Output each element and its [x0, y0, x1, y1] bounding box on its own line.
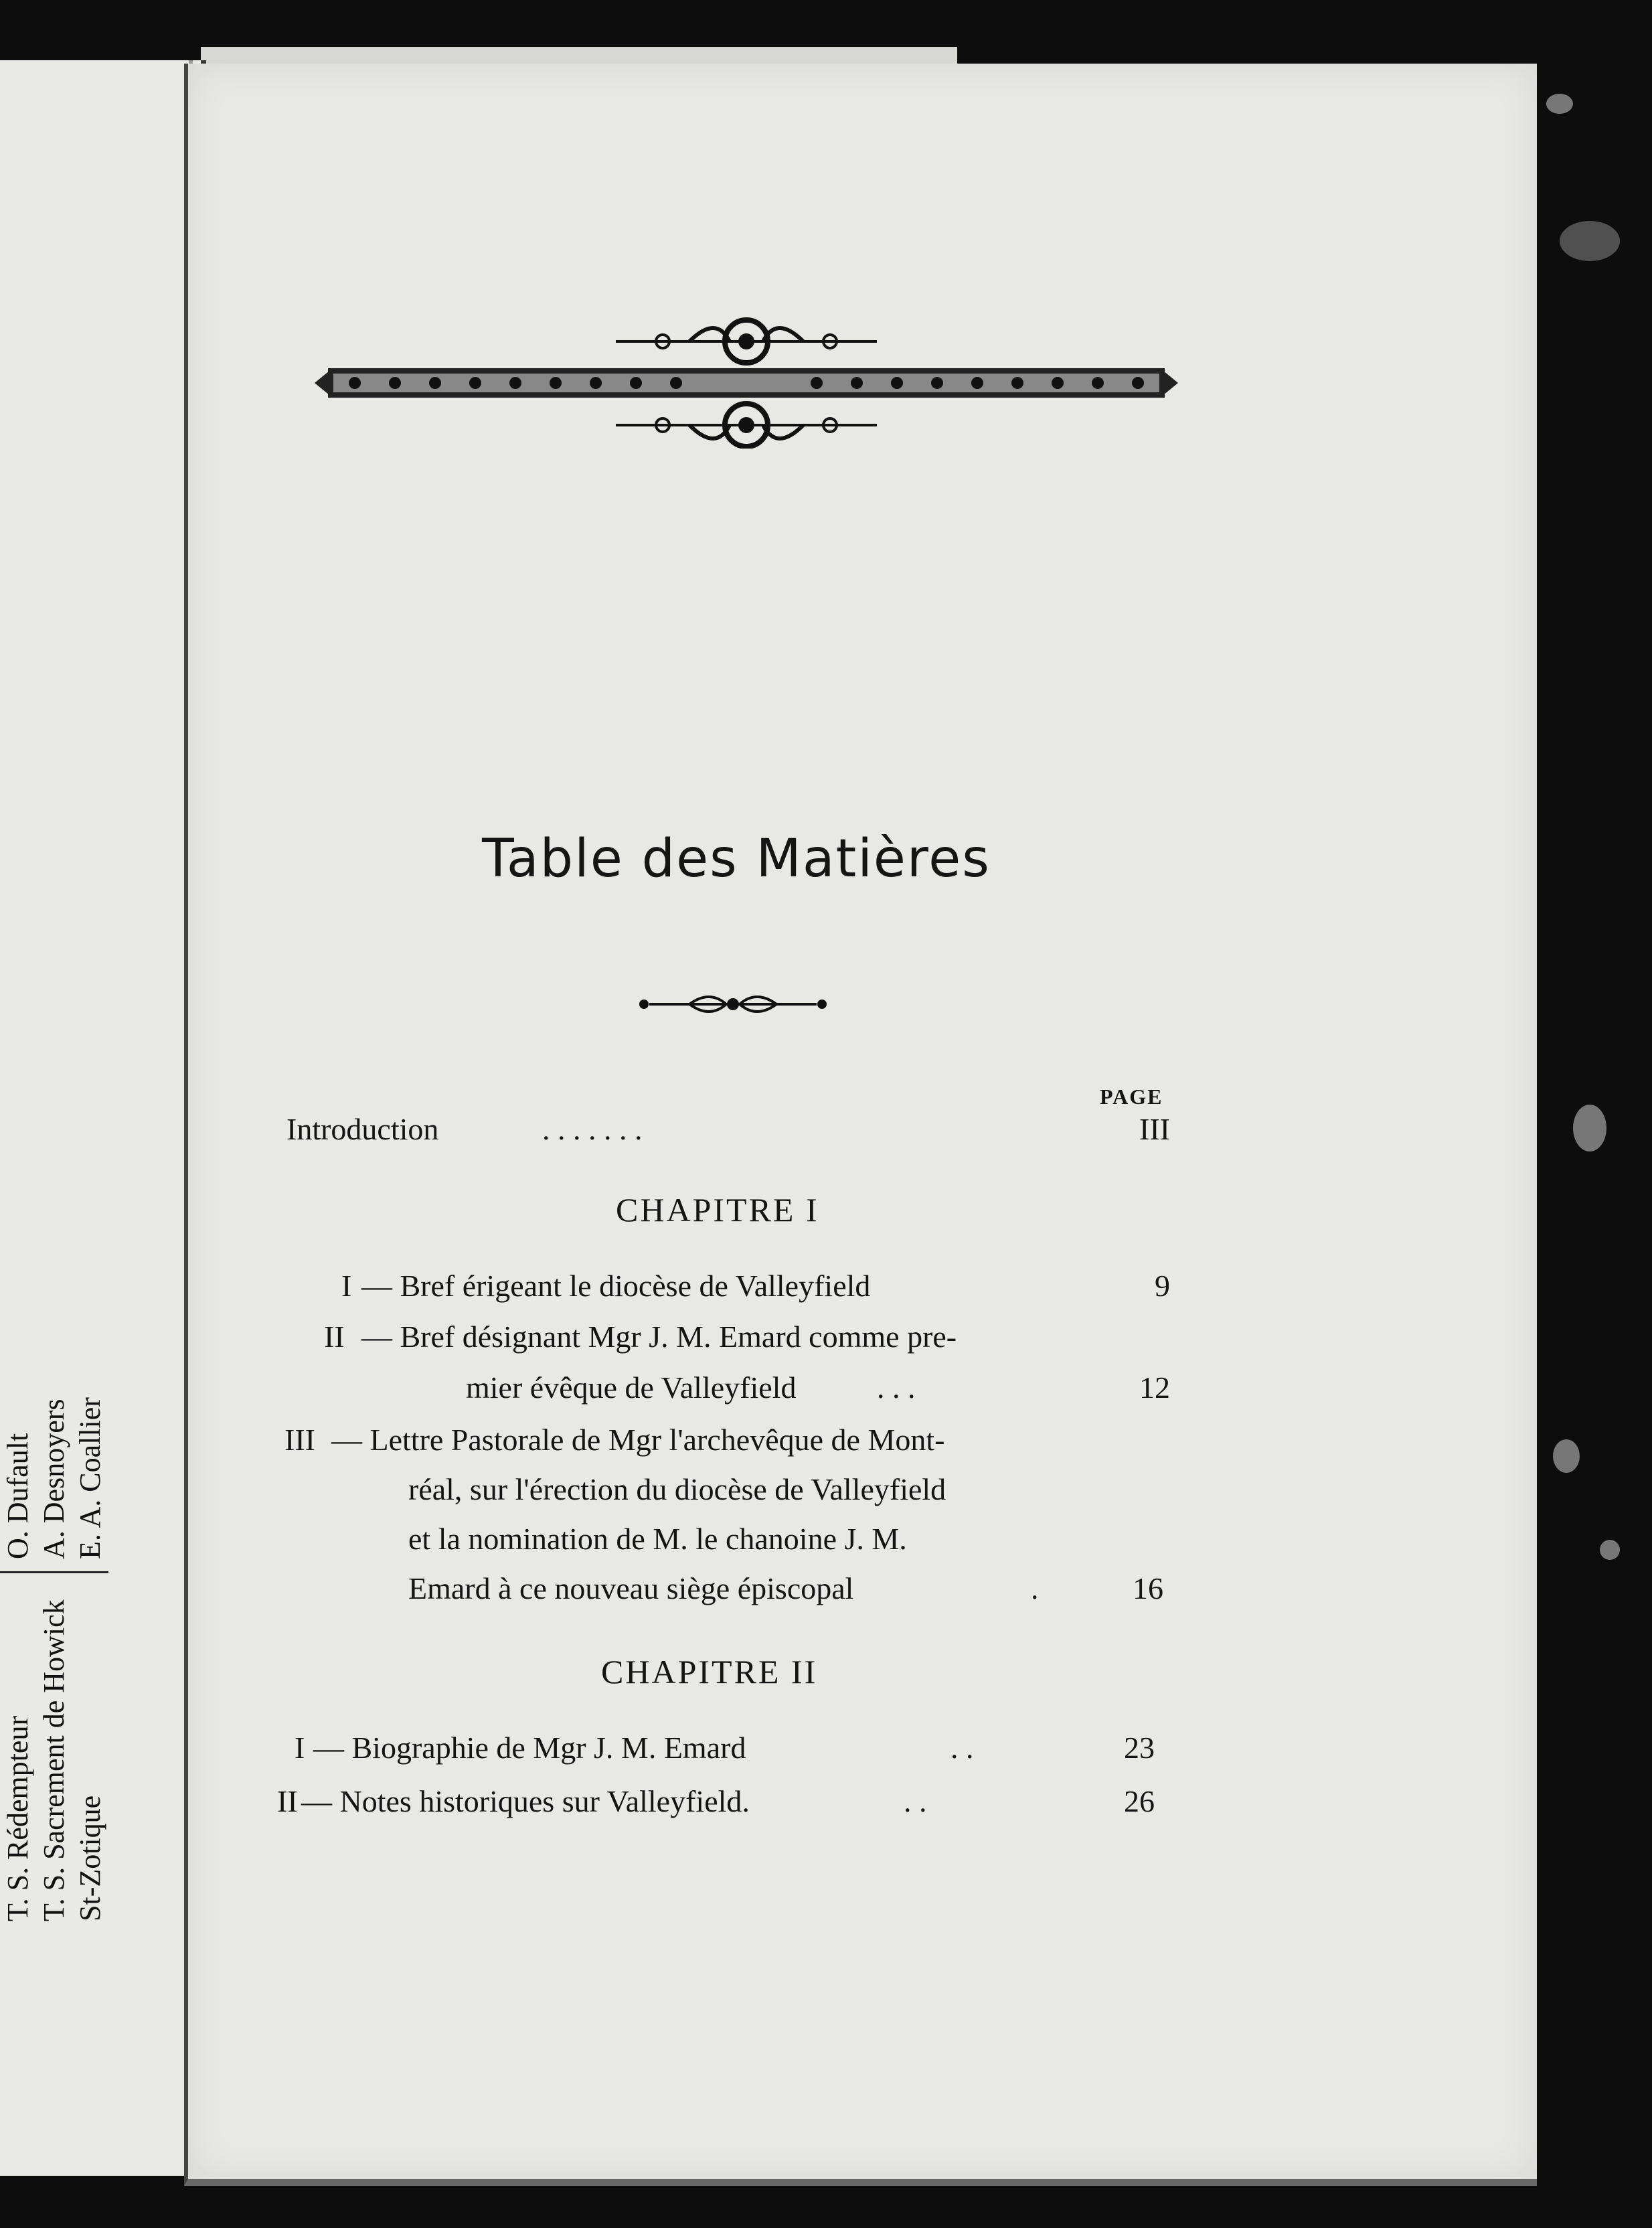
toc-page-number: III	[1139, 1112, 1170, 1146]
list-name: O. Dufault	[0, 1433, 36, 1573]
page-title: Table des Matières	[482, 829, 991, 889]
list-name: E. A. Coallier	[72, 1397, 108, 1573]
toc-entry-line: — Lettre Pastorale de Mgr l'archevêque de Mont-	[331, 1423, 945, 1457]
toc-entry-line: et la nomination de M. le chanoine J. M.	[408, 1522, 907, 1556]
toc-entry-introduction: Introduction	[286, 1112, 439, 1146]
toc-page-number: 23	[1124, 1731, 1155, 1765]
toc-leader: . . . . . . .	[542, 1112, 643, 1146]
list-place: St-Zotique	[74, 1795, 106, 1921]
toc-leader: . .	[951, 1731, 974, 1765]
toc-page-number: 9	[1155, 1269, 1170, 1303]
toc-entry-line: mier évêque de Valleyfield	[466, 1370, 797, 1405]
toc-entry-number: I	[341, 1269, 352, 1303]
toc-entry-line: — Bref désignant Mgr J. M. Emard comme pre-	[361, 1320, 957, 1354]
toc-entry-line: — Biographie de Mgr J. M. Emard	[313, 1731, 746, 1765]
toc-entry-number: II	[324, 1320, 345, 1354]
toc-leader: .	[1031, 1571, 1039, 1605]
chapter-heading: CHAPITRE II	[601, 1653, 818, 1690]
list-name: A. Desnoyers	[36, 1399, 72, 1573]
page-column-header: PAGE	[1100, 1085, 1163, 1109]
toc-entry-number: II	[277, 1784, 298, 1818]
list-place: T. S. Rédempteur	[1, 1715, 34, 1921]
toc-page-number: 12	[1139, 1370, 1170, 1405]
toc-leader: . . .	[877, 1370, 916, 1405]
list-place: T. S. Sacrement de Howick	[37, 1599, 70, 1921]
chapter-heading: CHAPITRE I	[616, 1191, 819, 1228]
toc-entry-number: III	[284, 1423, 315, 1457]
toc-page-number: 26	[1124, 1784, 1155, 1818]
toc-entry-line: réal, sur l'érection du diocèse de Valleyfield	[408, 1472, 946, 1506]
toc-page-number: 16	[1133, 1571, 1163, 1605]
toc-entry-number: I	[295, 1731, 305, 1765]
toc-entry-line: — Bref érigeant le diocèse de Valleyfield	[361, 1269, 871, 1303]
toc-leader: . .	[904, 1784, 927, 1818]
toc-entry-line: — Notes historiques sur Valleyfield.	[301, 1784, 750, 1818]
toc-entry-line: Emard à ce nouveau siège épiscopal	[408, 1571, 854, 1605]
